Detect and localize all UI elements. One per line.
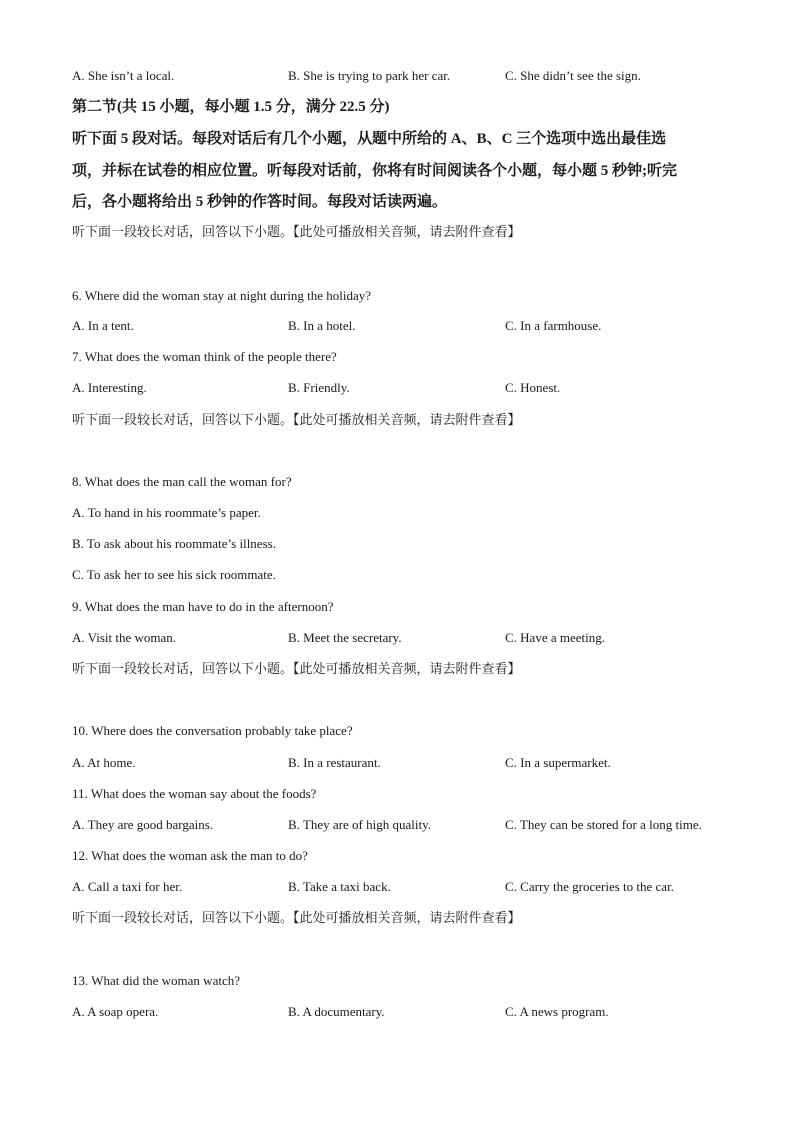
- option-c: C. Honest.: [505, 380, 561, 395]
- option-c: C. She didn’t see the sign.: [505, 68, 641, 83]
- listen-prompt: 听下面一段较长对话，回答以下小题。【此处可播放相关音频，请去附件查看】: [72, 661, 521, 676]
- section-title: 第二节(共 15 小题，每小题 1.5 分，满分 22.5 分): [72, 99, 390, 115]
- listen-prompt: 听下面一段较长对话，回答以下小题。【此处可播放相关音频，请去附件查看】: [72, 412, 521, 427]
- option-a: A. Call a taxi for her.: [72, 879, 183, 894]
- option-a: A. Interesting.: [72, 380, 147, 395]
- option-c: C. In a supermarket.: [505, 755, 611, 770]
- option-a: A. A soap opera.: [72, 1004, 159, 1019]
- option-b: B. A documentary.: [288, 1004, 385, 1019]
- option-c: C. Carry the groceries to the car.: [505, 879, 674, 894]
- listen-prompt: 听下面一段较长对话，回答以下小题。【此处可播放相关音频，请去附件查看】: [72, 224, 521, 239]
- option-a: A. At home.: [72, 755, 136, 770]
- option-a: A. They are good bargains.: [72, 817, 214, 832]
- question-stem: 10. Where does the conversation probably take place?: [72, 723, 353, 738]
- question-stem: 7. What does the woman think of the people there?: [72, 349, 337, 364]
- option-c: C. In a farmhouse.: [505, 318, 602, 333]
- instruction-line: 听下面 5 段对话。每段对话后有几个小题，从题中所给的 A、B、C 三个选项中选出最佳选: [72, 131, 667, 147]
- option-b: B. She is trying to park her car.: [288, 68, 451, 83]
- instruction-line: 后，各小题将给出 5 秒钟的作答时间。每段对话读两遍。: [72, 194, 448, 210]
- option-a: A. To hand in his roommate’s paper.: [72, 505, 261, 520]
- option-b: B. Friendly.: [288, 380, 350, 395]
- option-b: B. Take a taxi back.: [288, 879, 391, 894]
- question-stem: 9. What does the man have to do in the afternoon?: [72, 599, 334, 614]
- listen-prompt: 听下面一段较长对话，回答以下小题。【此处可播放相关音频，请去附件查看】: [72, 910, 521, 925]
- instruction-line: 项，并标在试卷的相应位置。听每段对话前，你将有时间阅读各个小题，每小题 5 秒钟;听完: [72, 163, 677, 179]
- option-b: B. Meet the secretary.: [288, 630, 402, 645]
- option-c: C. They can be stored for a long time.: [505, 817, 702, 832]
- option-a: A. Visit the woman.: [72, 630, 177, 645]
- question-stem: 8. What does the man call the woman for?: [72, 474, 292, 489]
- question-stem: 11. What does the woman say about the foods?: [72, 786, 317, 801]
- option-a: A. She isn’t a local.: [72, 68, 175, 83]
- option-c: C. To ask her to see his sick roommate.: [72, 567, 276, 582]
- option-c: C. A news program.: [505, 1004, 609, 1019]
- option-c: C. Have a meeting.: [505, 630, 605, 645]
- question-stem: 12. What does the woman ask the man to do?: [72, 848, 308, 863]
- option-b: B. In a hotel.: [288, 318, 356, 333]
- option-b: B. To ask about his roommate’s illness.: [72, 536, 276, 551]
- option-b: B. In a restaurant.: [288, 755, 381, 770]
- option-b: B. They are of high quality.: [288, 817, 431, 832]
- question-stem: 6. Where did the woman stay at night during the holiday?: [72, 288, 372, 303]
- question-stem: 13. What did the woman watch?: [72, 973, 240, 988]
- option-a: A. In a tent.: [72, 318, 134, 333]
